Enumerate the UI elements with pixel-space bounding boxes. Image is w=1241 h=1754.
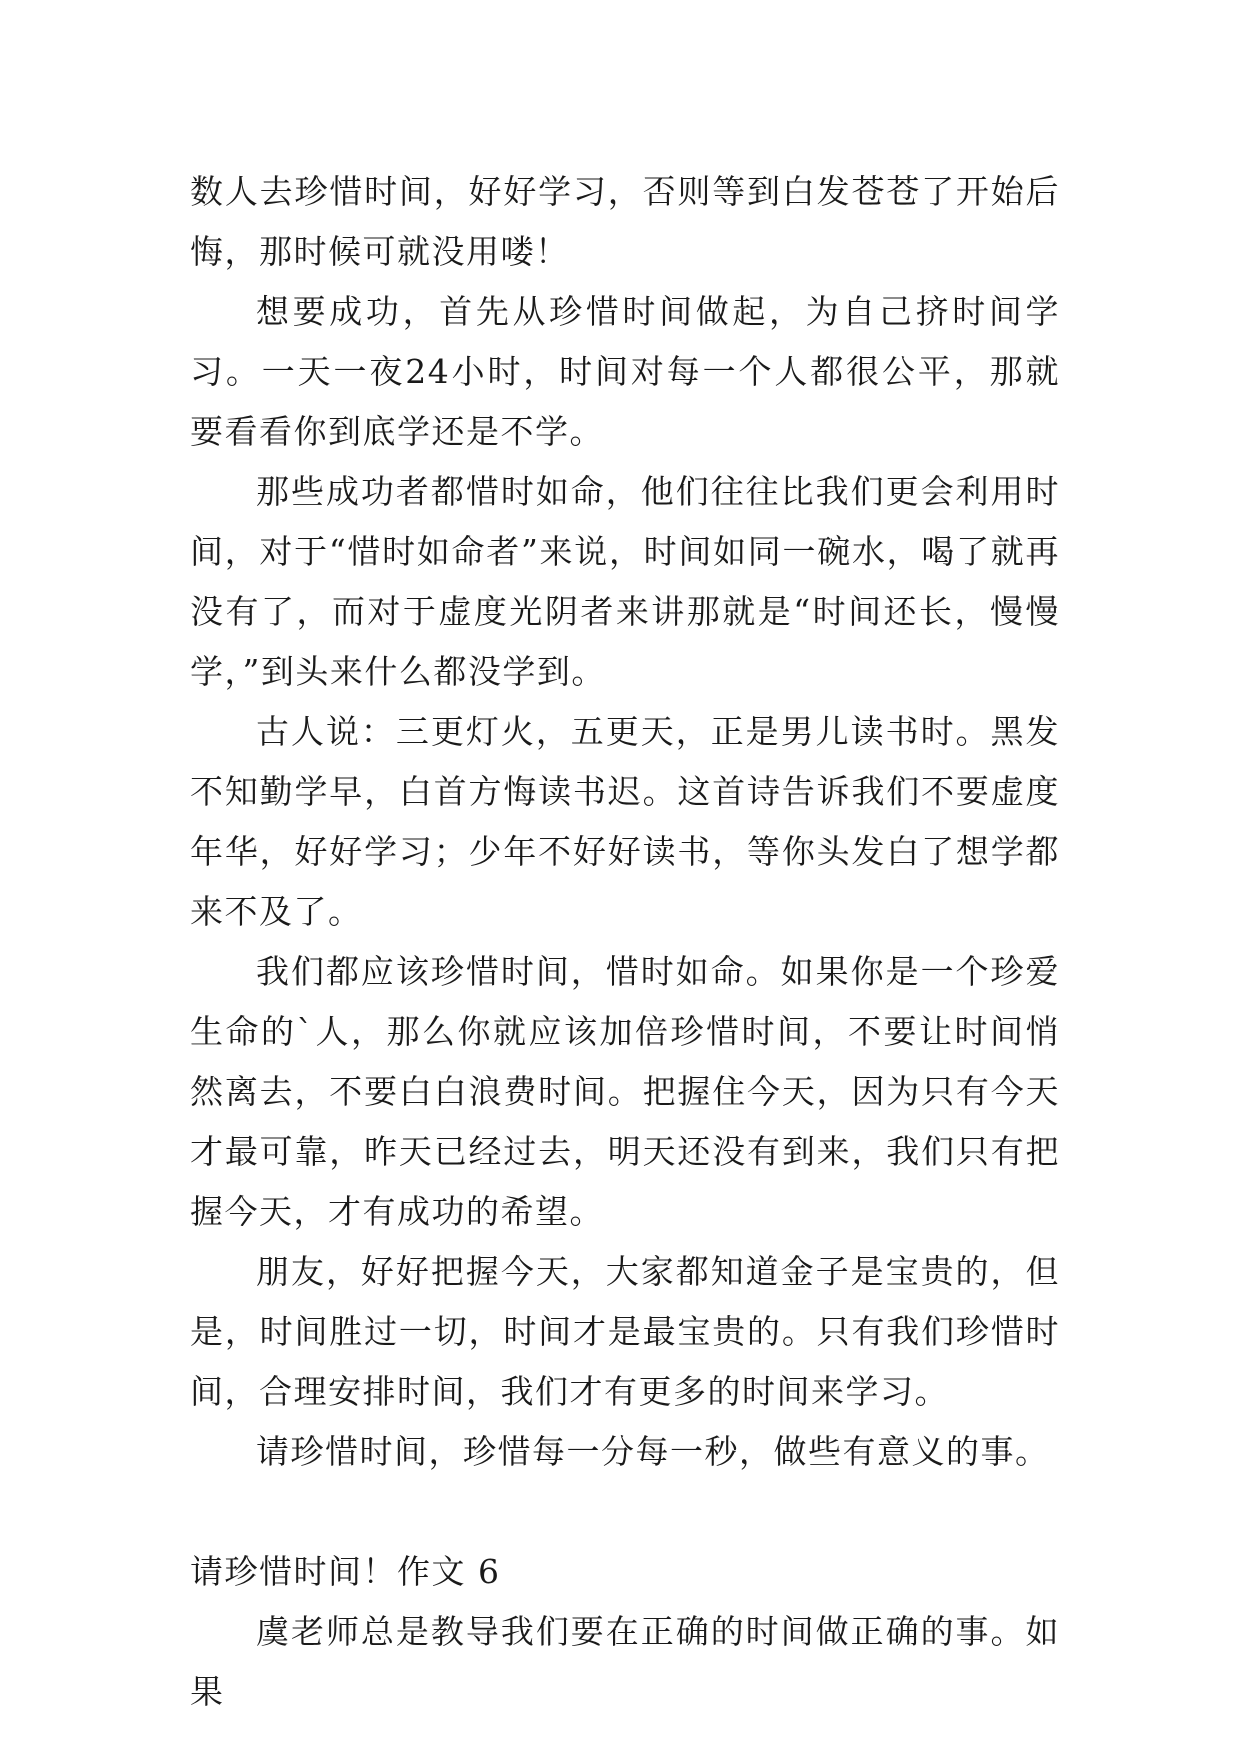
- paragraph: 那些成功者都惜时如命，他们往往比我们更会利用时间，对于“惜时如命者”来说，时间如同一碗水，喝了就再没有了，而对于虚度光阴者来讲那就是“时间还长，慢慢学，”到头来什么都没学到。: [190, 472, 1060, 691]
- paragraph: 想要成功，首先从珍惜时间做起，为自己挤时间学习。一天一夜24小时，时间对每一个人都很公平，那就要看看你到底学还是不学。: [190, 292, 1060, 451]
- paragraph: 古人说：三更灯火，五更天，正是男儿读书时。黑发不知勤学早，白首方悔读书迟。这首诗告诉我们不要虚度年华，好好学习；少年不好好读书，等你头发白了想学都来不及了。: [190, 712, 1060, 931]
- paragraph: 数人去珍惜时间，好好学习，否则等到白发苍苍了开始后悔，那时候可就没用喽！: [190, 172, 1060, 271]
- paragraph: 我们都应该珍惜时间，惜时如命。如果你是一个珍爱生命的`人，那么你就应该加倍珍惜时间，不要让时间悄然离去，不要白白浪费时间。把握住今天，因为只有今天才最可靠，昨天已经过去，明天还没有到来，我们只有把握今天，才有成功的希望。: [190, 952, 1060, 1231]
- paragraph: 朋友，好好把握今天，大家都知道金子是宝贵的，但是，时间胜过一切，时间才是最宝贵的。只有我们珍惜时间，合理安排时间，我们才有更多的时间来学习。: [190, 1252, 1060, 1411]
- paragraph: 虞老师总是教导我们要在正确的时间做正确的事。如果: [190, 1612, 1060, 1711]
- document-body: [190, 162, 1060, 1722]
- paragraph: 请珍惜时间，珍惜每一分每一秒，做些有意义的事。: [256, 1432, 1050, 1471]
- section-heading: 请珍惜时间！作文 6: [190, 1552, 501, 1591]
